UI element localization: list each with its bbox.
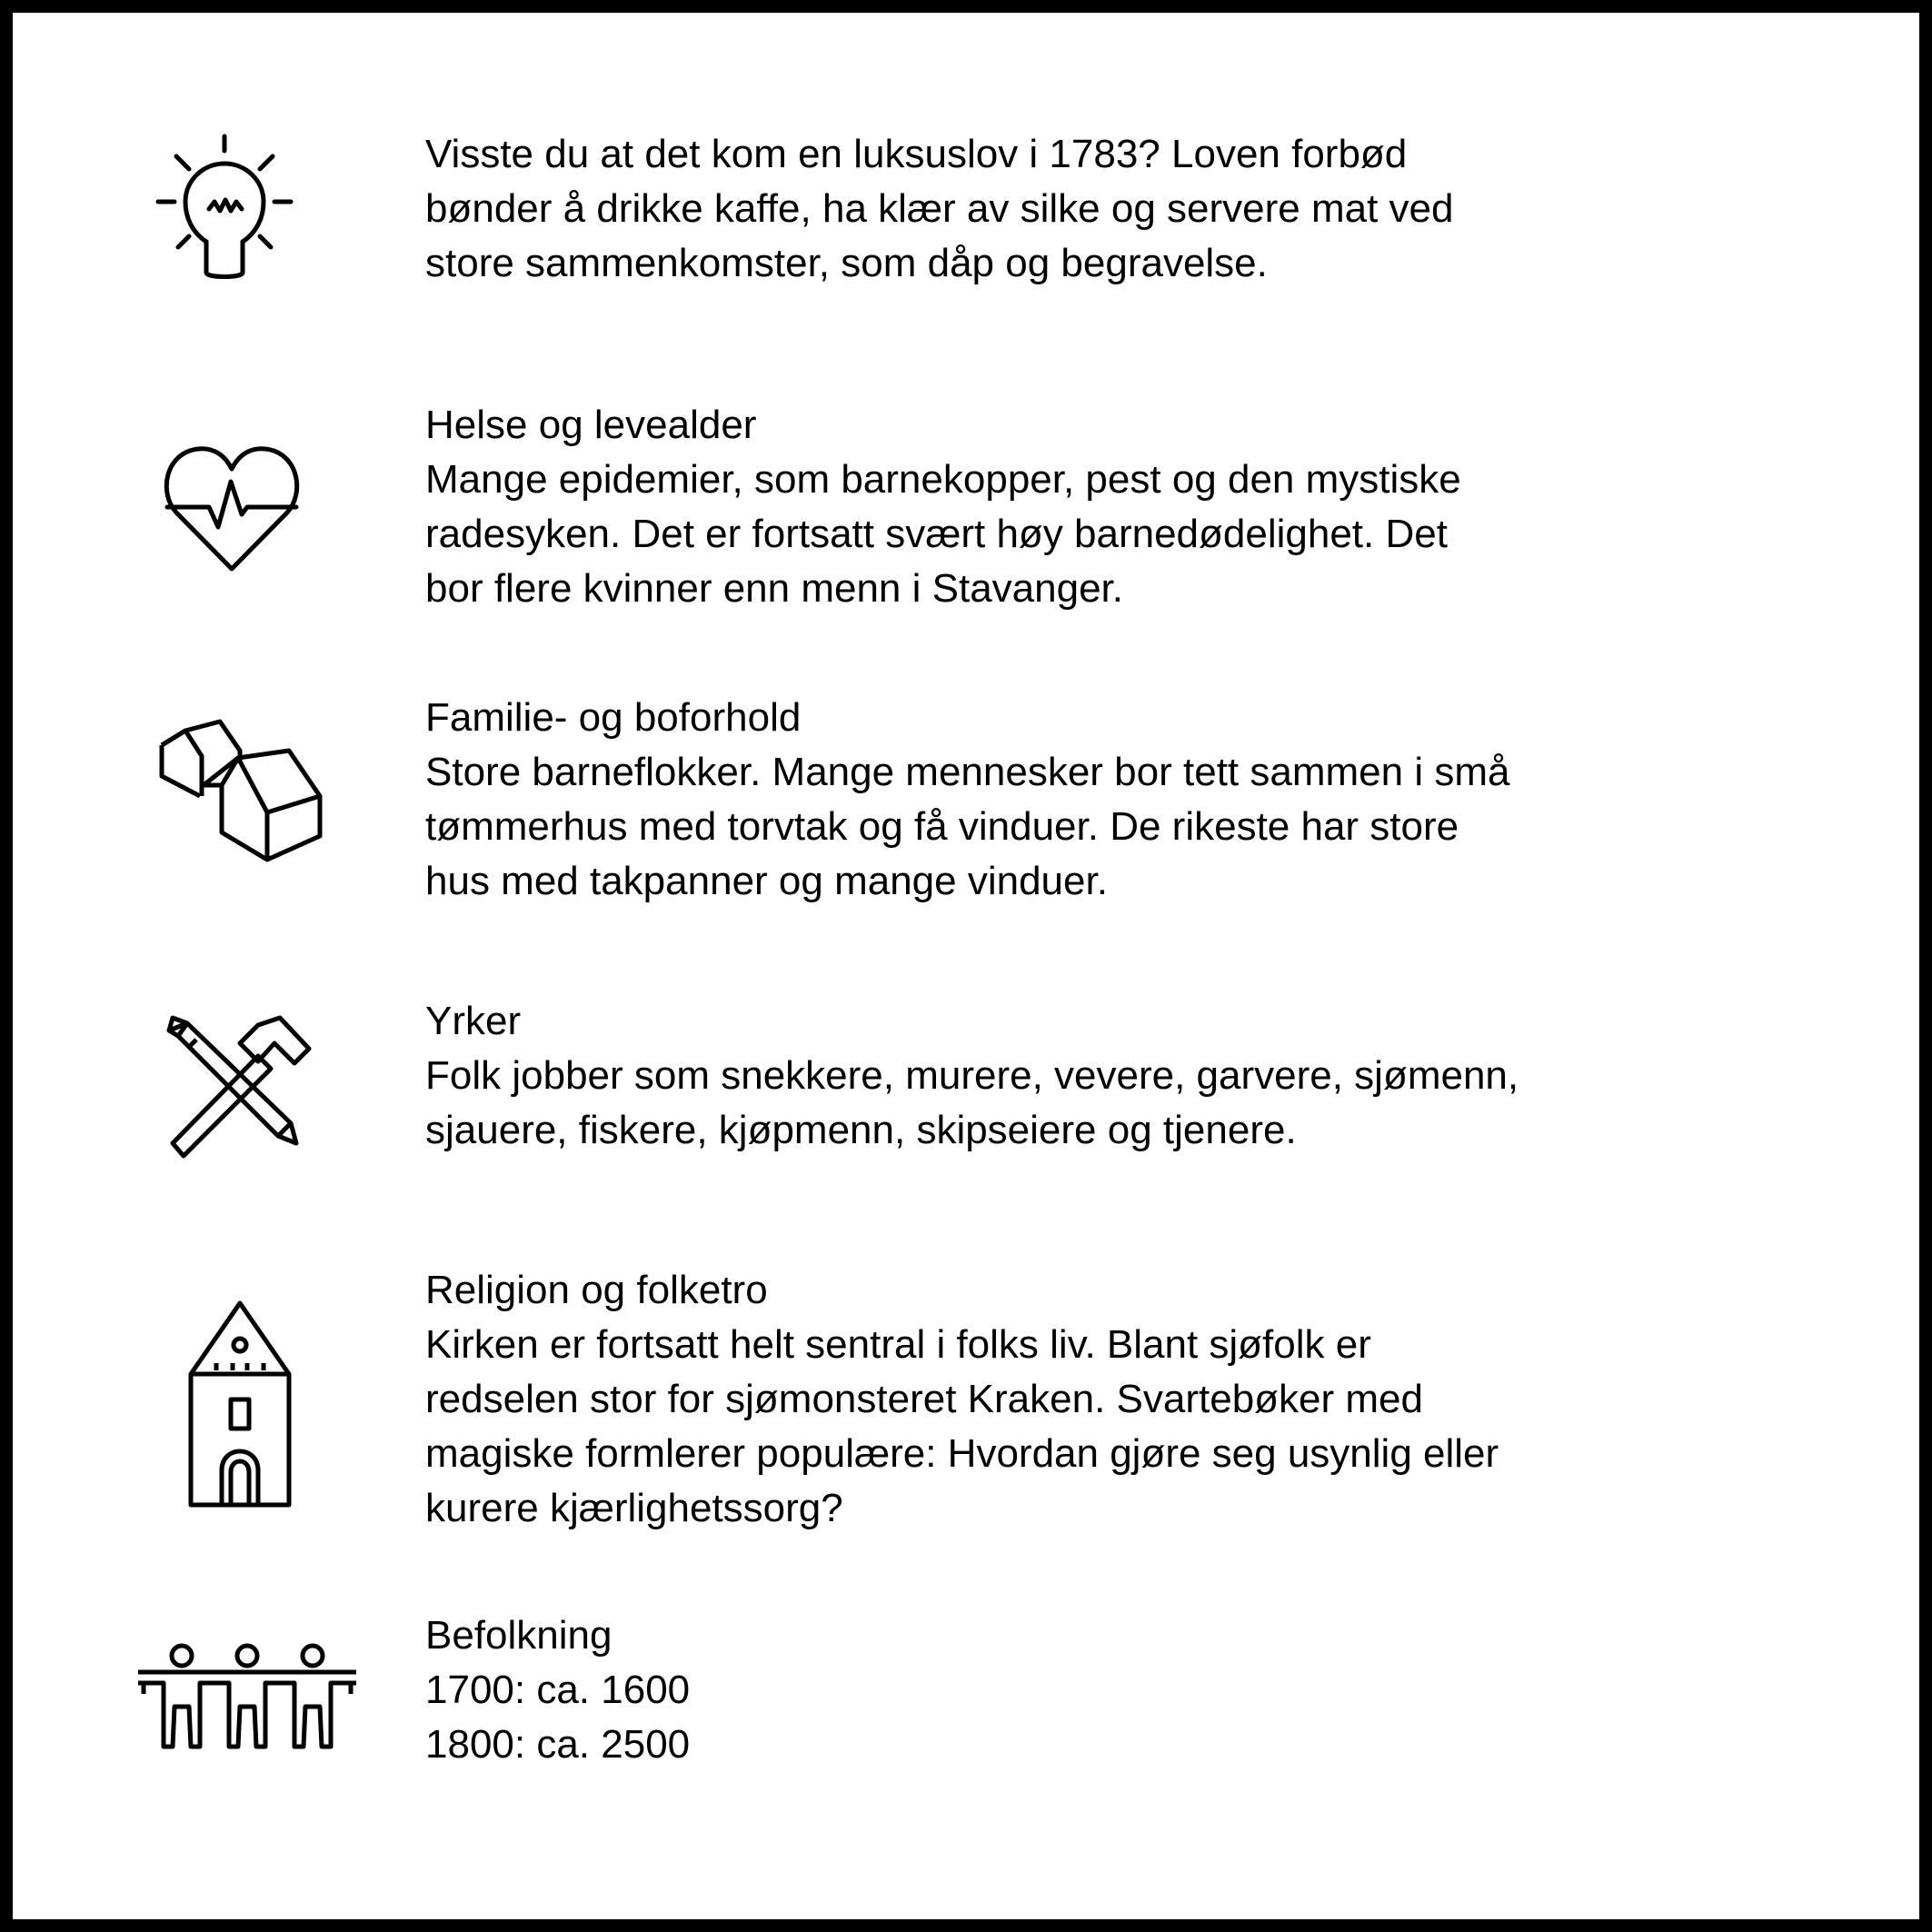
body-line: bønder å drikke kaffe, ha klær av silke og servere mat ved bbox=[425, 186, 1454, 231]
population-1700: 1700: ca. 1600 bbox=[425, 1668, 691, 1712]
population-1800: 1800: ca. 2500 bbox=[425, 1722, 691, 1767]
body-line: sjauere, fiskere, kjøpmenn, skipseiere og tjenere. bbox=[425, 1108, 1297, 1152]
body-line: magiske formlerer populære: Hvordan gjøre seg usynlig eller bbox=[425, 1431, 1499, 1476]
section-religion bbox=[425, 1263, 1625, 1536]
lightbulb-icon bbox=[156, 134, 293, 280]
body-line: hus med takpanner og mange vinduer. bbox=[425, 859, 1108, 903]
section-luxury-law bbox=[425, 127, 1625, 291]
section-health bbox=[425, 398, 1625, 616]
body-line: redselen stor for sjømonsteret Kraken. Svartebøker med bbox=[425, 1377, 1423, 1421]
body-line: bor flere kvinner enn menn i Stavanger. bbox=[425, 566, 1124, 611]
section-occupations bbox=[425, 994, 1625, 1158]
body-line: Visste du at det kom en luksuslov i 1783? Loven forbød bbox=[425, 132, 1408, 176]
heart-pulse-icon bbox=[164, 445, 300, 573]
houses-icon bbox=[160, 718, 324, 863]
church-icon bbox=[189, 1300, 291, 1509]
body-line: Mange epidemier, som barnekopper, pest og den mystiske bbox=[425, 457, 1461, 502]
body-line: Store barneflokker. Mange mennesker bor tett sammen i små bbox=[425, 750, 1510, 794]
section-title: Familie- og boforhold bbox=[425, 695, 802, 740]
section-title: Religion og folketro bbox=[425, 1268, 768, 1312]
section-title: Yrker bbox=[425, 999, 522, 1043]
body-line: tømmerhus med torvtak og få vinduer. De rikeste har store bbox=[425, 804, 1459, 849]
section-population bbox=[425, 1608, 1625, 1772]
body-line: radesyken. Det er fortsatt svært høy barnedødelighet. Det bbox=[425, 512, 1448, 556]
body-line: Folk jobber som snekkere, murere, vevere, garvere, sjømenn, bbox=[425, 1053, 1519, 1098]
hammer-pencil-icon bbox=[167, 1016, 313, 1161]
section-title: Helse og levealder bbox=[425, 403, 757, 447]
body-line: Kirken er fortsatt helt sentral i folks liv. Blant sjøfolk er bbox=[425, 1322, 1371, 1367]
body-line: store sammenkomster, som dåp og begravelse. bbox=[425, 241, 1268, 285]
body-line: kurere kjærlighetssorg? bbox=[425, 1486, 843, 1530]
section-title: Befolkning bbox=[425, 1613, 612, 1658]
section-family bbox=[425, 691, 1625, 909]
people-icon bbox=[136, 1643, 358, 1750]
